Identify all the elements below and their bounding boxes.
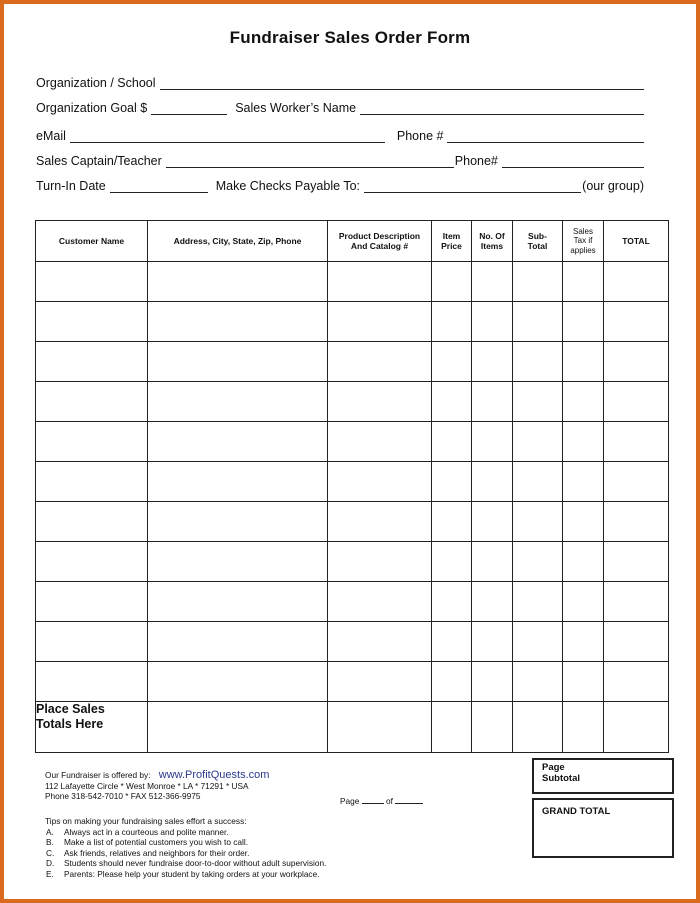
page-subtotal-box[interactable] xyxy=(532,758,674,794)
captain-row xyxy=(36,150,644,168)
totals-row xyxy=(36,702,669,753)
turnin-field[interactable] xyxy=(110,179,208,193)
table-row xyxy=(36,662,669,702)
table-cell[interactable] xyxy=(432,542,472,582)
table-row xyxy=(36,422,669,462)
table-cell[interactable] xyxy=(563,342,604,382)
table-cell[interactable] xyxy=(432,302,472,342)
header-customer: Customer Name xyxy=(36,221,148,262)
captain-phone-label: Phone# xyxy=(454,154,498,168)
table-cell[interactable] xyxy=(472,342,513,382)
tip-text: Parents: Please help your student by taking orders at your workplace. xyxy=(64,868,320,879)
tip-text: Students should never fundraise door-to-door without adult supervision. xyxy=(64,858,327,868)
table-row xyxy=(36,302,669,342)
table-cell[interactable] xyxy=(563,302,604,342)
page-subtotal-label-1: Page xyxy=(542,762,565,773)
table-cell[interactable] xyxy=(328,262,432,302)
table-cell[interactable] xyxy=(36,262,148,302)
header-num-items: No. Of Items xyxy=(472,221,513,262)
table-cell[interactable] xyxy=(604,342,669,382)
table-cell[interactable] xyxy=(604,502,669,542)
table-row xyxy=(36,342,669,382)
table-cell[interactable] xyxy=(432,622,472,662)
goal-label: Organization Goal $ xyxy=(36,101,148,115)
table-row xyxy=(36,582,669,622)
grand-total-box[interactable] xyxy=(532,798,674,858)
table-cell[interactable] xyxy=(472,422,513,462)
table-row xyxy=(36,462,669,502)
table-cell[interactable] xyxy=(148,542,328,582)
table-cell[interactable] xyxy=(36,662,148,702)
email-field[interactable] xyxy=(70,129,385,143)
table-cell[interactable] xyxy=(563,702,604,753)
our-group-label: (our group) xyxy=(582,179,644,193)
table-cell[interactable] xyxy=(328,342,432,382)
organization-row xyxy=(36,72,644,90)
sponsor-phone-fax: Phone 318-542-7010 * FAX 512-366-9975 xyxy=(45,791,201,801)
email-label: eMail xyxy=(36,129,66,143)
tip-item xyxy=(45,837,326,848)
table-cell[interactable] xyxy=(513,342,563,382)
table-cell[interactable] xyxy=(328,382,432,422)
table-cell[interactable] xyxy=(604,582,669,622)
checks-field[interactable] xyxy=(364,179,581,193)
table-cell[interactable] xyxy=(148,582,328,622)
table-cell[interactable] xyxy=(604,262,669,302)
table-cell[interactable] xyxy=(432,342,472,382)
tips-section xyxy=(45,816,326,879)
table-cell[interactable] xyxy=(513,582,563,622)
offered-by-label: Our Fundraiser is offered by: xyxy=(45,770,151,780)
place-sales-cell: Place Sales Totals Here xyxy=(36,702,148,753)
table-cell[interactable] xyxy=(513,662,563,702)
table-cell[interactable] xyxy=(328,502,432,542)
table-cell[interactable] xyxy=(148,502,328,542)
table-cell[interactable] xyxy=(432,462,472,502)
table-row xyxy=(36,382,669,422)
header-item-price: Item Price xyxy=(432,221,472,262)
table-cell[interactable] xyxy=(563,502,604,542)
email-phone-row xyxy=(36,125,644,143)
header-product: Product Description And Catalog # xyxy=(328,221,432,262)
table-cell[interactable] xyxy=(563,622,604,662)
table-cell[interactable] xyxy=(472,462,513,502)
table-cell[interactable] xyxy=(472,302,513,342)
tip-item xyxy=(45,848,326,859)
tip-letter: D. xyxy=(46,858,55,868)
captain-label: Sales Captain/Teacher xyxy=(36,154,162,168)
table-cell[interactable] xyxy=(472,382,513,422)
table-cell[interactable] xyxy=(148,702,328,753)
table-cell[interactable] xyxy=(472,622,513,662)
tip-text: Always act in a courteous and polite manner. xyxy=(64,826,229,837)
table-cell[interactable] xyxy=(328,662,432,702)
table-cell[interactable] xyxy=(472,502,513,542)
header-sales-tax: Sales Tax if applies xyxy=(563,221,604,262)
page-number-input[interactable] xyxy=(362,795,384,804)
table-cell[interactable] xyxy=(328,302,432,342)
table-cell[interactable] xyxy=(472,542,513,582)
sponsor-info xyxy=(45,770,269,802)
table-cell[interactable] xyxy=(604,462,669,502)
header-total: TOTAL xyxy=(604,221,669,262)
tip-letter: C. xyxy=(46,847,55,858)
phone-field[interactable] xyxy=(447,129,644,143)
table-cell[interactable] xyxy=(563,582,604,622)
table-row xyxy=(36,622,669,662)
turnin-row xyxy=(36,175,644,193)
table-cell[interactable] xyxy=(148,342,328,382)
table-cell[interactable] xyxy=(472,662,513,702)
table-cell[interactable] xyxy=(328,702,432,753)
table-cell[interactable] xyxy=(36,422,148,462)
table-cell[interactable] xyxy=(513,462,563,502)
table-cell[interactable] xyxy=(148,662,328,702)
table-cell[interactable] xyxy=(36,382,148,422)
table-cell[interactable] xyxy=(432,582,472,622)
sponsor-address: 112 Lafayette Circle * West Monroe * LA * 71291 * USA xyxy=(45,780,249,791)
table-cell[interactable] xyxy=(563,262,604,302)
table-cell[interactable] xyxy=(148,422,328,462)
goal-worker-row xyxy=(36,97,644,115)
website-link[interactable]: www.ProfitQuests.com xyxy=(158,769,270,781)
table-cell[interactable] xyxy=(513,702,563,753)
table-cell[interactable] xyxy=(432,382,472,422)
header-address: Address, City, State, Zip, Phone xyxy=(148,221,328,262)
table-cell[interactable] xyxy=(328,422,432,462)
page-number-field xyxy=(340,795,423,806)
tip-letter: A. xyxy=(46,826,54,837)
table-cell[interactable] xyxy=(513,542,563,582)
table-cell[interactable] xyxy=(513,622,563,662)
organization-field[interactable] xyxy=(160,76,644,90)
table-cell[interactable] xyxy=(36,542,148,582)
table-cell[interactable] xyxy=(472,702,513,753)
checks-label: Make Checks Payable To: xyxy=(215,179,360,193)
tips-title: Tips on making your fundraising sales effort a success: xyxy=(45,816,247,826)
table-cell[interactable] xyxy=(563,542,604,582)
grand-total-label: GRAND TOTAL xyxy=(542,806,611,817)
worker-field[interactable] xyxy=(360,101,644,115)
table-cell[interactable] xyxy=(563,662,604,702)
page-count-input[interactable] xyxy=(395,795,423,804)
table-cell[interactable] xyxy=(328,462,432,502)
table-cell[interactable] xyxy=(36,582,148,622)
header-subtotal: Sub- Total xyxy=(513,221,563,262)
table-cell[interactable] xyxy=(148,382,328,422)
table-cell[interactable] xyxy=(472,582,513,622)
tip-item xyxy=(45,827,326,838)
table-cell[interactable] xyxy=(604,662,669,702)
table-cell[interactable] xyxy=(328,582,432,622)
table-cell[interactable] xyxy=(513,382,563,422)
captain-field[interactable] xyxy=(166,154,454,168)
table-cell[interactable] xyxy=(36,342,148,382)
worker-label: Sales Worker’s Name xyxy=(235,101,357,115)
table-cell[interactable] xyxy=(513,302,563,342)
organization-label: Organization / School xyxy=(36,76,156,90)
table-cell[interactable] xyxy=(148,302,328,342)
goal-field[interactable] xyxy=(151,101,227,115)
table-cell[interactable] xyxy=(36,302,148,342)
table-cell[interactable] xyxy=(432,702,472,753)
table-cell[interactable] xyxy=(563,462,604,502)
tip-item xyxy=(45,869,326,880)
tip-letter: B. xyxy=(46,837,54,847)
table-cell[interactable] xyxy=(604,302,669,342)
tip-letter: E. xyxy=(46,868,54,879)
table-cell[interactable] xyxy=(148,622,328,662)
table-row xyxy=(36,262,669,302)
table-cell[interactable] xyxy=(36,622,148,662)
table-cell[interactable] xyxy=(604,542,669,582)
table-cell[interactable] xyxy=(604,422,669,462)
table-cell[interactable] xyxy=(604,622,669,662)
table-cell[interactable] xyxy=(563,382,604,422)
table-cell[interactable] xyxy=(148,462,328,502)
form-title: Fundraiser Sales Order Form xyxy=(229,28,471,47)
table-cell[interactable] xyxy=(432,262,472,302)
table-cell[interactable] xyxy=(472,262,513,302)
table-cell[interactable] xyxy=(604,382,669,422)
order-form-page xyxy=(4,4,696,899)
table-cell[interactable] xyxy=(513,422,563,462)
table-cell[interactable] xyxy=(328,622,432,662)
table-cell[interactable] xyxy=(513,262,563,302)
orders-table xyxy=(35,220,669,753)
page-label: Page xyxy=(340,796,360,806)
table-header-row xyxy=(36,221,669,262)
table-cell[interactable] xyxy=(36,502,148,542)
tip-text: Ask friends, relatives and neighbors for their order. xyxy=(64,847,250,858)
table-cell[interactable] xyxy=(604,702,669,753)
table-row xyxy=(36,542,669,582)
table-cell[interactable] xyxy=(513,502,563,542)
table-row xyxy=(36,502,669,542)
page-subtotal-label-2: Subtotal xyxy=(542,773,580,784)
phone-label: Phone # xyxy=(396,129,444,143)
tip-item xyxy=(45,858,326,869)
captain-phone-field[interactable] xyxy=(502,154,644,168)
of-label: of xyxy=(386,796,393,806)
table-cell[interactable] xyxy=(432,662,472,702)
table-cell[interactable] xyxy=(36,462,148,502)
turnin-label: Turn-In Date xyxy=(36,179,106,193)
table-cell[interactable] xyxy=(148,262,328,302)
table-cell[interactable] xyxy=(432,502,472,542)
tip-text: Make a list of potential customers you wish to call. xyxy=(64,837,248,847)
table-cell[interactable] xyxy=(328,542,432,582)
table-cell[interactable] xyxy=(432,422,472,462)
table-cell[interactable] xyxy=(563,422,604,462)
